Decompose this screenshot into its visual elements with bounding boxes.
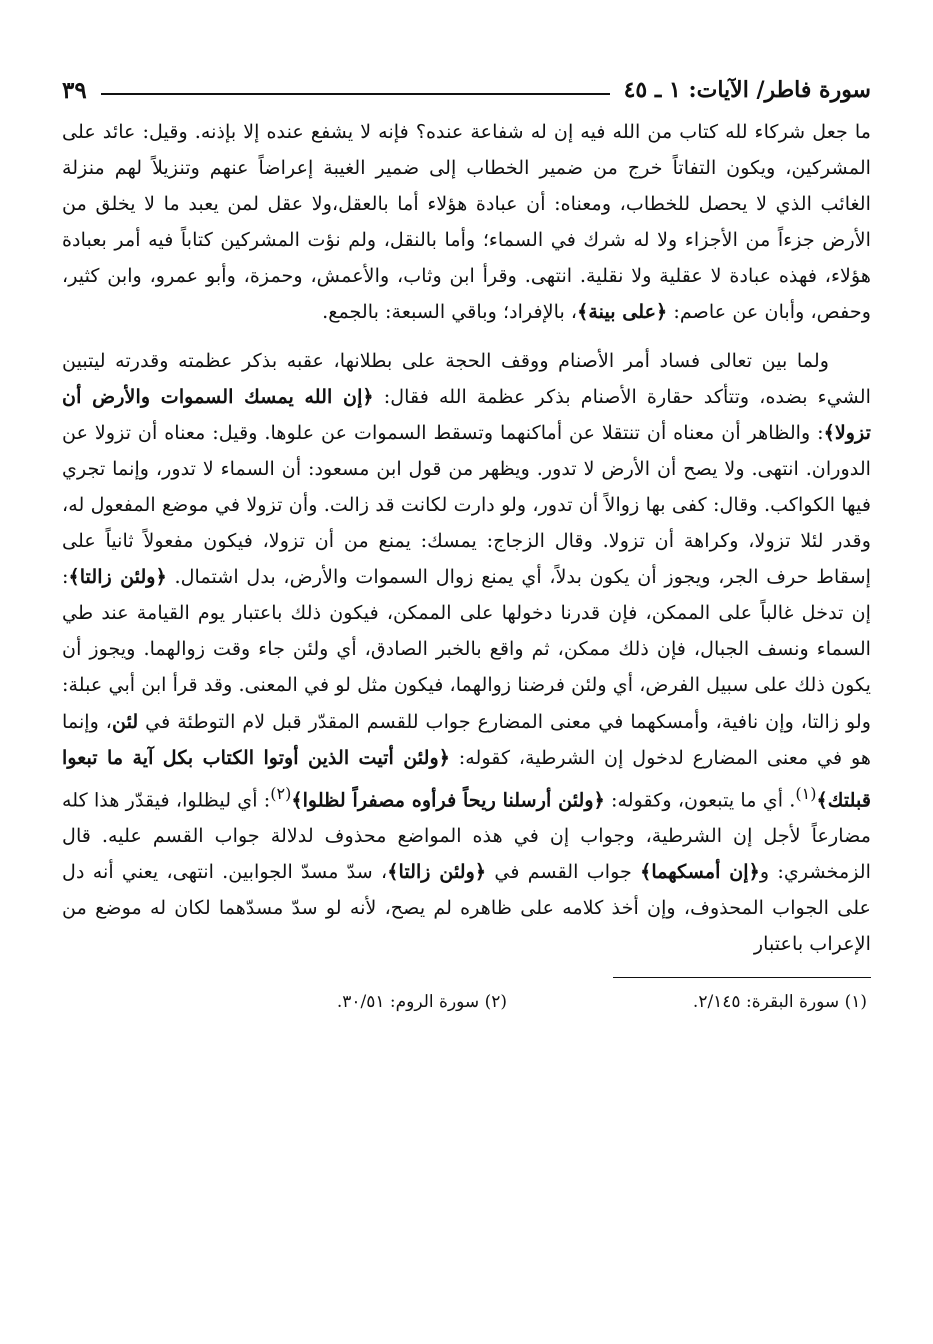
text-segment: : أي ليظلوا، فيقدّر هذا كله مضارعاً لأجل إن الشرطية، وجواب إن في هذه المواضع محذوف لدلالة جواب القسم عليه. قال الزمخشري: و bbox=[62, 788, 871, 884]
text-line: ما جعل شركاء لله كتاب من الله فيه إن له شفاعة عنده؟ فإنه لا يشفع عنده إلا بإذنه. وقيل: bbox=[142, 120, 872, 143]
text-segment: ، سدّ مسدّ الجوابين. انتهى، يعني أنه دل على الجواب المحذوف، وإن أخذ كلامه على ظاهره لم يصح، لأنه لو سدّ مسدّهما لكان له موضع من الإعراب باعتبار bbox=[62, 860, 871, 956]
quran-quote: ﴿ولئن أتيت الذين أوتوا الكتاب بكل آية ما تبعوا قبلتك﴾ bbox=[62, 745, 871, 812]
quran-quote: ﴿على بينة﴾ bbox=[577, 300, 668, 324]
text-segment: جواب القسم في bbox=[486, 860, 641, 884]
text-line: عاصم: bbox=[667, 300, 727, 324]
quran-quote: ﴿ولئن أرسلنا ريحاً فرأوه مصفراً لظلوا﴾ bbox=[291, 788, 605, 812]
quran-quote: ﴿إن الله يمسك السموات والأرض أن تزولا﴾ bbox=[62, 384, 871, 444]
text-segment: ولما بين تعالى فساد أمر الأصنام ووقف الحجة على بطلانها، عقبه بذكر عظمته وقدرته ليتبين الشيء بضده، وتتأكد حقارة الأصنام بذكر عظمة الله فقال: bbox=[62, 348, 871, 408]
paragraph-1 bbox=[62, 114, 871, 331]
text-segment: : إن تدخل غالباً على الممكن، فإن قدرنا دخولها على الممكن، فيكون ذلك باعتبار يوم القيامة عند طي السماء ونسف الجبال، فإن ذلك ممكن، ثم واقع بالخبر الصادق، أي ولئن جاء وقت زوالهما. ويجوز أن يكون ذلك على سبيل الفرض، أي ولئن فرضنا زوالهما، فيكون مثل لو في المعنى. وقد قرأ ابن أبي عبلة: ولو زالتا، وإن نافية، وأمسكهما في معنى المضارع جواب للقسم المقدّر قبل لام التوطئة في bbox=[62, 565, 872, 733]
quran-quote: ﴿إن أمسكهما﴾ bbox=[640, 860, 760, 884]
footnote-1: (١) سورة البقرة: ٢/١٤٥. bbox=[692, 991, 867, 1012]
text-line: عنهم وتنزيلاً لهم منزلة الغائب الذي لا يحصل للخطاب، ومعناه: أن عبادة هؤلاء أما bbox=[62, 156, 871, 216]
page-number: ٣٩ bbox=[62, 76, 87, 104]
text-line: عائد على المشركين، ويكون التفاتاً خرج من ضمير الخطاب إلى ضمير الغيبة إعراضاً bbox=[62, 120, 871, 180]
paragraph-2 bbox=[62, 343, 871, 963]
text-segment: . أي ما يتبعون، وكقوله: bbox=[604, 788, 796, 812]
text-segment: : والظاهر أن معناه أن تنتقلا عن أماكنهما وتسقط السموات عن علوها. وقيل: معناه أن تزولا عن الدوران. انتهى. ولا يصح أن الأرض لا تدور. ويظهر من قول ابن مسعود: أن السماء لا تدور، وإنما تجري فيها الكواكب. وقال: كفى بها زوالاً أن تدور، ولو دارت لكانت قد زالت. وأن تزولا في موضع المفعول له، وقدر لئلا تزولا، وكراهة أن تزولا. وقال الزجاج: يمسك: يمنع من أن تزولا، فيكون مفعولاً ثانياً على إسقاط حرف الجر، ويجوز أن يكون بدلاً، أي يمنع زوال السموات والأرض، بدل اشتمال. bbox=[62, 420, 871, 589]
text-segment: ، وإنما هو في معنى المضارع لدخول إن الشرطية، كقوله: bbox=[62, 709, 871, 769]
bold-word: لئن bbox=[112, 709, 139, 733]
text-line: وأما بالنقل، ولم نؤت المشركين كتاباً فيه أمر بعبادة هؤلاء، فهذه عبادة لا عقلية ولا نقلية. bbox=[62, 228, 871, 288]
quran-quote: ﴿ولئن زالتا﴾ bbox=[68, 565, 167, 589]
text-line: ، بالإفراد؛ وباقي السبعة: بالجمع. bbox=[322, 300, 578, 324]
footnote-2: (٢) سورة الروم: ٣٠/٥١. bbox=[336, 991, 507, 1012]
footnotes bbox=[62, 992, 871, 1012]
main-text bbox=[62, 114, 871, 963]
text-line: انتهى. وقرأ ابن وثاب، والأعمش، وحمزة، وأبو عمرو، وابن كثير، وحفص، وأبان عن bbox=[62, 264, 871, 324]
quran-quote: ﴿ولئن زالتا﴾ bbox=[387, 860, 487, 884]
header-rule bbox=[101, 93, 610, 95]
running-header bbox=[62, 70, 871, 110]
text-line: بالعقل،ولا عقل لمن يعبد ما لا يخلق من الأرض جزءاً من الأجزاء ولا له شرك في السماء؛ bbox=[62, 192, 871, 252]
footnote-rule bbox=[613, 977, 871, 978]
footnote-ref[interactable]: (١) bbox=[795, 783, 817, 803]
footnote-ref[interactable]: (٢) bbox=[270, 783, 292, 803]
header-title: سورة فاطر/ الآيات: ١ ـ ٤٥ bbox=[623, 77, 871, 103]
